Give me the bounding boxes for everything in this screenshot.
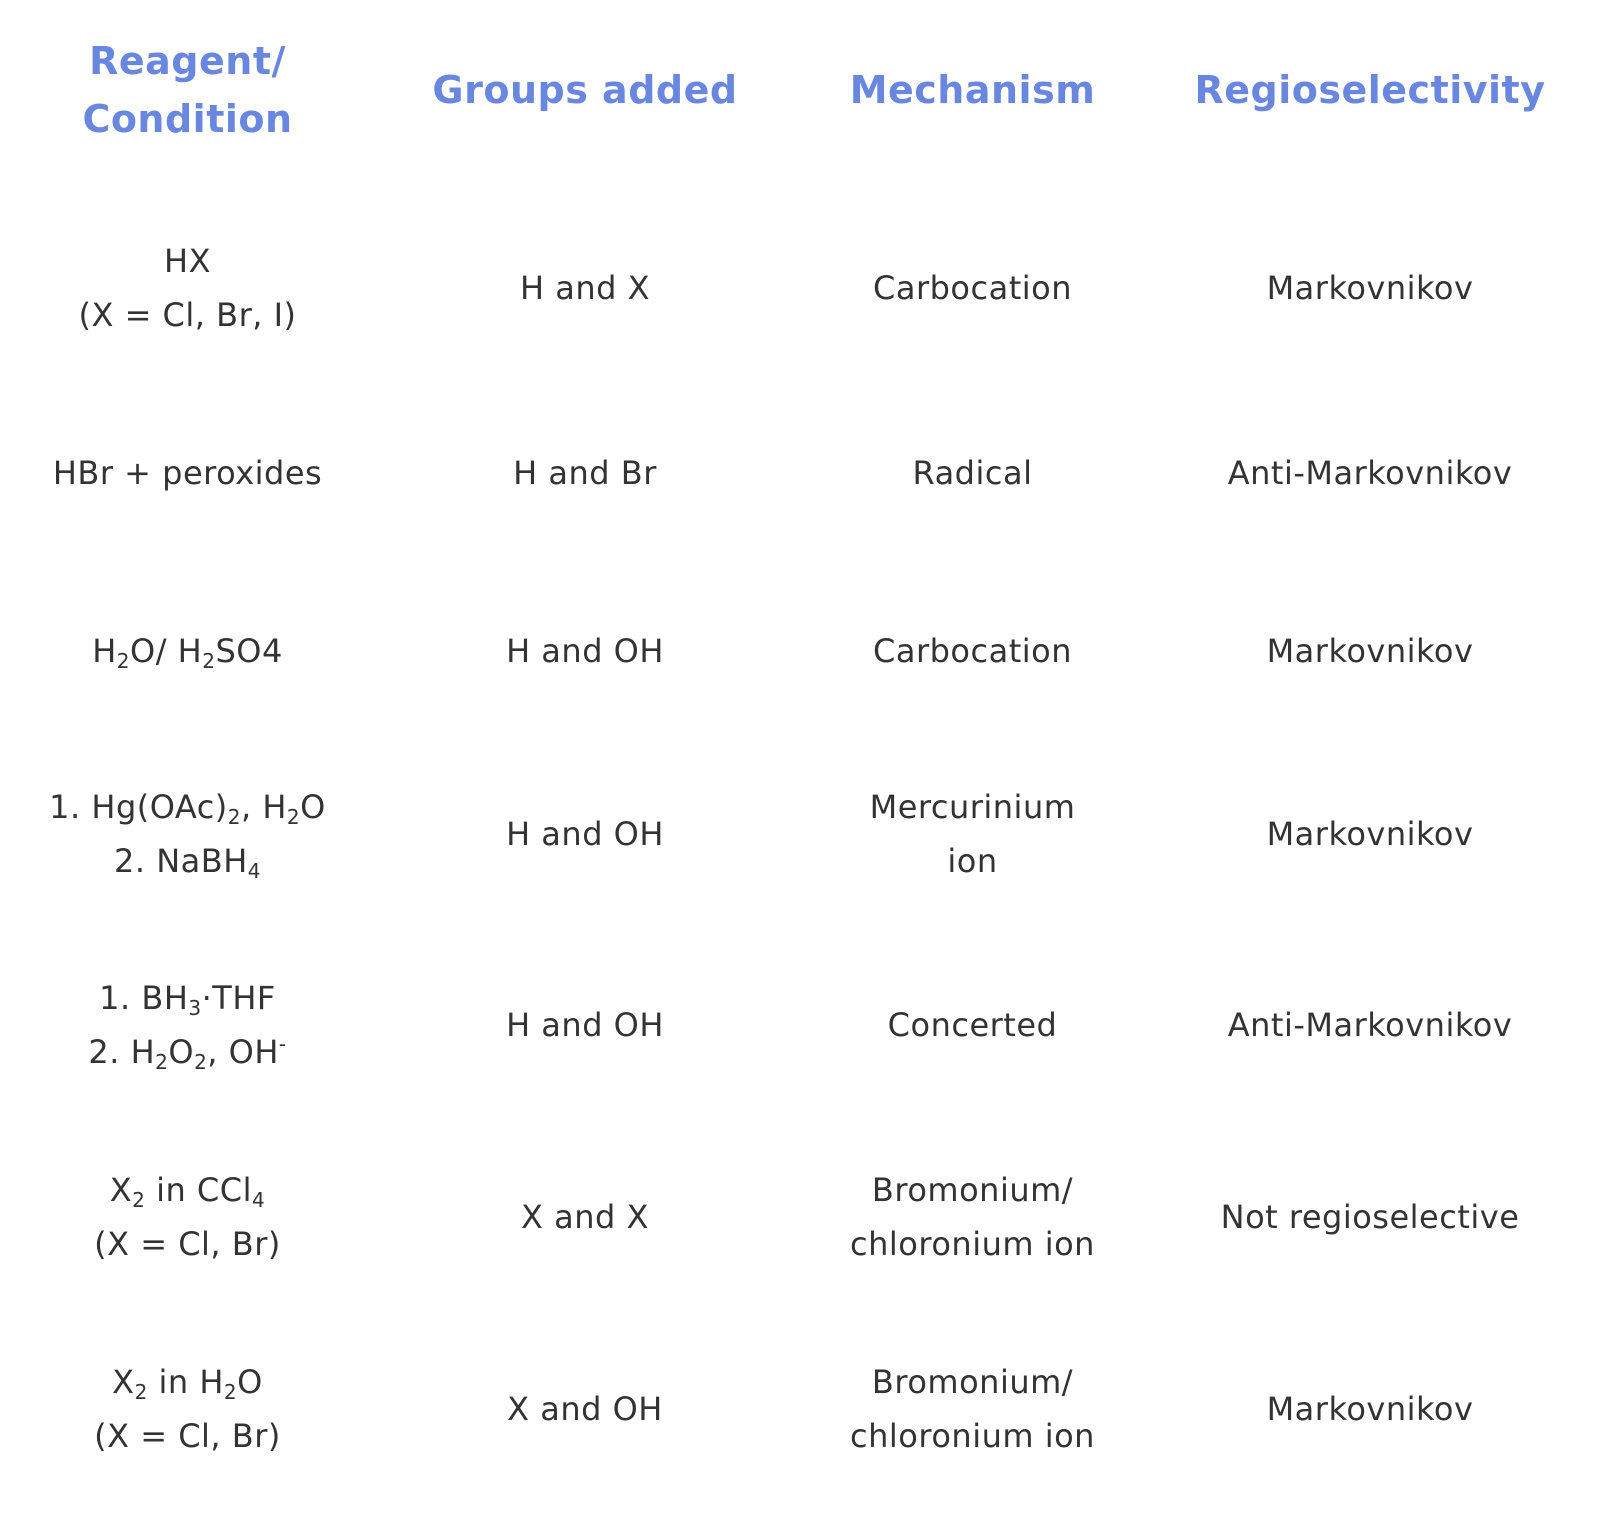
- cell-groups-added: [385, 261, 785, 315]
- subscript: 4: [247, 859, 261, 883]
- text-segment: SO4: [215, 632, 283, 670]
- subscript: 2: [134, 1380, 148, 1404]
- text-segment: Radical: [912, 454, 1033, 492]
- cell-line: [0, 1025, 375, 1079]
- text-segment: O: [300, 788, 326, 826]
- subscript: 2: [132, 1188, 146, 1212]
- cell-regioselectivity: [1150, 807, 1590, 861]
- cell-reagent-condition: [0, 780, 375, 888]
- text-segment: HX: [164, 242, 211, 280]
- cell-line: [1150, 624, 1590, 678]
- cell-line: [0, 624, 375, 678]
- cell-line: [385, 1382, 785, 1436]
- text-segment: H and OH: [506, 632, 664, 670]
- cell-mechanism: [800, 446, 1145, 500]
- cell-line: [385, 1190, 785, 1244]
- subscript: 2: [202, 649, 216, 673]
- header-reagent-condition: [0, 32, 375, 148]
- cell-reagent-condition: [0, 971, 375, 1079]
- text-segment: 1. BH: [99, 979, 189, 1017]
- cell-line: [0, 1217, 375, 1271]
- cell-line: [0, 446, 375, 500]
- text-segment: Markovnikov: [1266, 815, 1474, 853]
- cell-line: [800, 1409, 1145, 1463]
- text-segment: Anti-Markovnikov: [1227, 1006, 1513, 1044]
- cell-line: [0, 32, 375, 90]
- cell-line: [385, 61, 785, 119]
- cell-groups-added: [385, 807, 785, 861]
- text-segment: Regioselectivity: [1194, 68, 1546, 112]
- header-regioselectivity: [1150, 61, 1590, 119]
- text-segment: Mercurinium: [869, 788, 1076, 826]
- cell-line: [1150, 1382, 1590, 1436]
- text-segment: (X = Cl, Br, I): [78, 296, 297, 334]
- subscript: 2: [116, 649, 130, 673]
- cell-line: [800, 61, 1145, 119]
- cell-reagent-condition: [0, 234, 375, 342]
- text-segment: O/ H: [130, 632, 203, 670]
- cell-line: [1150, 446, 1590, 500]
- text-segment: 2. NaBH: [114, 842, 248, 880]
- cell-regioselectivity: [1150, 1382, 1590, 1436]
- cell-line: [385, 261, 785, 315]
- cell-regioselectivity: [1150, 446, 1590, 500]
- text-segment: Markovnikov: [1266, 632, 1474, 670]
- cell-line: [800, 1217, 1145, 1271]
- text-segment: X and OH: [507, 1390, 663, 1428]
- cell-line: [800, 261, 1145, 315]
- text-segment: Not regioselective: [1220, 1198, 1520, 1236]
- cell-line: [800, 998, 1145, 1052]
- cell-line: [800, 1355, 1145, 1409]
- cell-regioselectivity: [1150, 1190, 1590, 1244]
- cell-mechanism: [800, 1163, 1145, 1271]
- header-groups-added: [385, 61, 785, 119]
- text-segment: HBr + peroxides: [52, 454, 323, 492]
- text-segment: (X = Cl, Br): [94, 1225, 281, 1263]
- cell-line: [0, 234, 375, 288]
- cell-line: [1150, 261, 1590, 315]
- cell-reagent-condition: [0, 1163, 375, 1271]
- cell-reagent-condition: [0, 446, 375, 500]
- subscript: 2: [286, 805, 301, 829]
- subscript: 2: [227, 805, 241, 829]
- text-segment: Groups added: [432, 68, 738, 112]
- text-segment: H: [92, 632, 117, 670]
- cell-line: [0, 834, 375, 888]
- cell-line: [800, 834, 1145, 888]
- cell-line: [0, 971, 375, 1025]
- text-segment: chloronium ion: [850, 1417, 1095, 1455]
- text-segment: H and OH: [506, 815, 664, 853]
- cell-line: [385, 807, 785, 861]
- text-segment: chloronium ion: [850, 1225, 1095, 1263]
- cell-line: [800, 446, 1145, 500]
- text-segment: , H: [241, 788, 287, 826]
- text-segment: H and Br: [513, 454, 657, 492]
- subscript: 4: [252, 1188, 266, 1212]
- cell-groups-added: [385, 624, 785, 678]
- cell-groups-added: [385, 1382, 785, 1436]
- text-segment: (X = Cl, Br): [94, 1417, 281, 1455]
- text-segment: Anti-Markovnikov: [1227, 454, 1513, 492]
- subscript: 3: [188, 996, 202, 1020]
- header-mechanism: [800, 61, 1145, 119]
- superscript: -: [278, 1032, 287, 1056]
- cell-mechanism: [800, 624, 1145, 678]
- cell-reagent-condition: [0, 1355, 375, 1463]
- text-segment: Markovnikov: [1266, 1390, 1474, 1428]
- cell-line: [0, 1163, 375, 1217]
- cell-line: [800, 624, 1145, 678]
- text-segment: Markovnikov: [1266, 269, 1474, 307]
- text-segment: H and X: [519, 269, 651, 307]
- cell-regioselectivity: [1150, 624, 1590, 678]
- cell-line: [800, 780, 1145, 834]
- cell-line: [0, 780, 375, 834]
- cell-line: [1150, 807, 1590, 861]
- text-segment: ion: [947, 842, 998, 880]
- text-segment: H and OH: [506, 1006, 664, 1044]
- text-segment: Carbocation: [873, 269, 1072, 307]
- text-segment: Mechanism: [849, 68, 1096, 112]
- text-segment: O: [168, 1033, 195, 1071]
- cell-line: [1150, 998, 1590, 1052]
- text-segment: Condition: [82, 97, 293, 141]
- text-segment: ·THF: [201, 979, 276, 1017]
- text-segment: X: [109, 1171, 133, 1209]
- cell-groups-added: [385, 998, 785, 1052]
- text-segment: Bromonium/: [871, 1363, 1074, 1401]
- text-segment: Carbocation: [873, 632, 1072, 670]
- cell-line: [385, 624, 785, 678]
- cell-line: [0, 90, 375, 148]
- cell-regioselectivity: [1150, 998, 1590, 1052]
- cell-line: [385, 446, 785, 500]
- text-segment: in CCl: [145, 1171, 252, 1209]
- text-segment: X and X: [521, 1198, 649, 1236]
- cell-regioselectivity: [1150, 261, 1590, 315]
- subscript: 2: [194, 1050, 208, 1074]
- cell-line: [1150, 61, 1590, 119]
- text-segment: 2. H: [88, 1033, 156, 1071]
- cell-mechanism: [800, 1355, 1145, 1463]
- text-segment: X: [112, 1363, 135, 1401]
- text-segment: Bromonium/: [871, 1171, 1074, 1209]
- text-segment: 1. Hg(OAc): [49, 788, 228, 826]
- text-segment: Concerted: [887, 1006, 1058, 1044]
- cell-reagent-condition: [0, 624, 375, 678]
- cell-line: [800, 1163, 1145, 1217]
- cell-mechanism: [800, 780, 1145, 888]
- cell-line: [1150, 1190, 1590, 1244]
- cell-mechanism: [800, 261, 1145, 315]
- subscript: 2: [223, 1380, 238, 1404]
- cell-line: [385, 998, 785, 1052]
- cell-mechanism: [800, 998, 1145, 1052]
- text-segment: in H: [147, 1363, 224, 1401]
- text-segment: Reagent/: [89, 39, 286, 83]
- cell-line: [0, 1355, 375, 1409]
- cell-groups-added: [385, 446, 785, 500]
- cell-line: [0, 288, 375, 342]
- cell-line: [0, 1409, 375, 1463]
- text-segment: , OH: [207, 1033, 279, 1071]
- cell-groups-added: [385, 1190, 785, 1244]
- text-segment: O: [237, 1363, 263, 1401]
- subscript: 2: [155, 1050, 169, 1074]
